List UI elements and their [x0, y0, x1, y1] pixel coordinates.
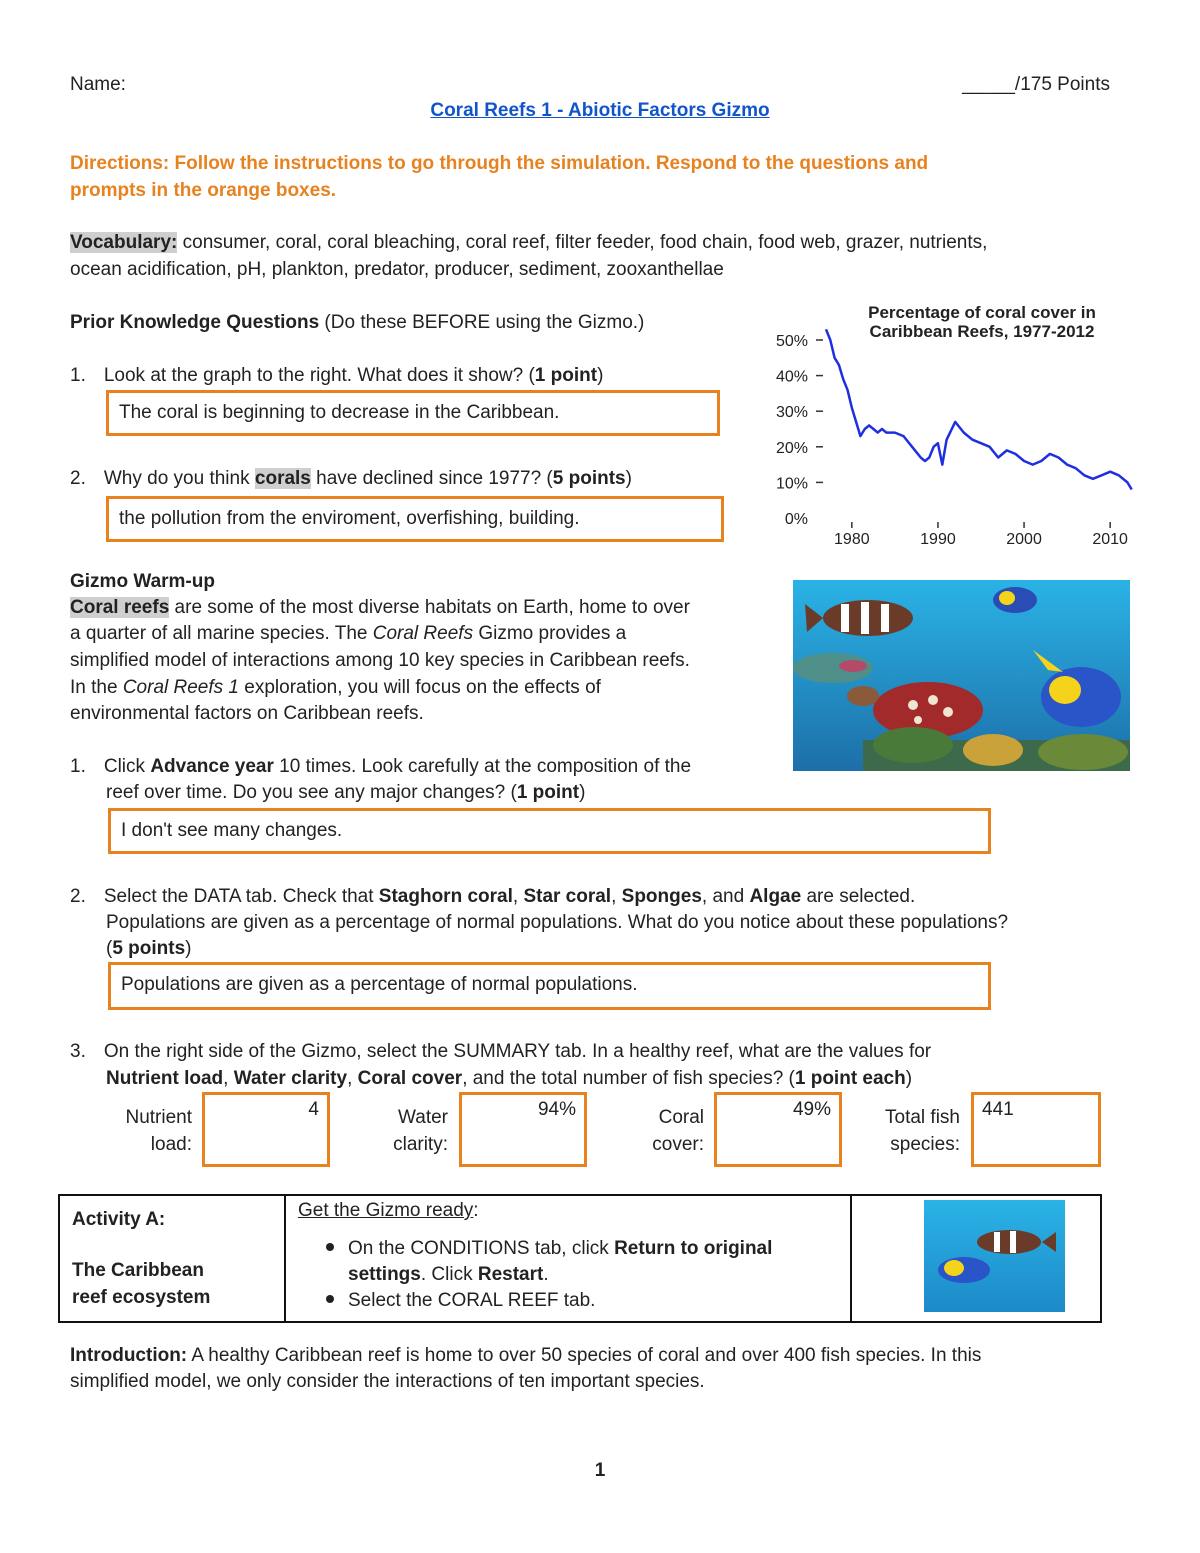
prior-q2: [70, 466, 632, 492]
prior-q1-answer[interactable]: The coral is beginning to decrease in the Caribbean.: [106, 390, 720, 436]
warmup-q2-answer[interactable]: Populations are given as a percentage of normal populations.: [108, 962, 991, 1010]
warmup-q1-answer[interactable]: I don't see many changes.: [108, 808, 991, 854]
activity-table: [58, 1194, 1102, 1323]
bullet-bold: Restart: [477, 1264, 544, 1285]
warmup-text: Gizmo provides a: [473, 623, 627, 644]
q-text: Select the DATA tab. Check that: [103, 886, 379, 907]
intro-line-1: [70, 1343, 981, 1369]
q-text: have declined since 1977? (: [310, 468, 553, 489]
vocabulary-terms: consumer, coral, coral bleaching, coral reef, filter feeder, food chain, food web, grazer, nutrients,: [177, 232, 988, 253]
label-line: Water: [398, 1107, 448, 1128]
coral-cover-label: [620, 1104, 704, 1158]
warmup-heading: Gizmo Warm-up: [70, 571, 215, 592]
reef-fish-illustration: [793, 580, 1130, 771]
q-bold: Staghorn coral: [378, 886, 513, 907]
q-bold: Star coral: [523, 886, 612, 907]
chart-title: Percentage of coral cover in: [868, 303, 1096, 322]
warmup-italic: Coral Reefs 1: [122, 677, 239, 698]
q-text: ,: [223, 1068, 234, 1089]
gizmo-ready-label: Get the Gizmo ready: [298, 1200, 474, 1221]
q-text: ,: [347, 1068, 358, 1089]
total-fish-field[interactable]: [971, 1092, 1101, 1167]
bullet-bold: settings: [348, 1264, 421, 1285]
warmup-q3-line-2: [106, 1066, 912, 1092]
bullet-item: [298, 1288, 838, 1314]
bullet-bold: Return to original: [614, 1238, 773, 1259]
q-close: ): [905, 1068, 913, 1089]
q-text: On the right side of the Gizmo, select the SUMMARY tab. In a healthy reef, what are the values for: [103, 1041, 932, 1062]
vocabulary-label: Vocabulary:: [70, 232, 178, 253]
bullet-text: . Click: [420, 1264, 478, 1285]
warmup-p3: simplified model of interactions among 10 key species in Caribbean reefs.: [70, 650, 690, 671]
activity-title: Activity A:: [72, 1209, 166, 1230]
q-number: 2.: [70, 886, 86, 907]
water-clarity-field[interactable]: [459, 1092, 587, 1167]
q-close: ): [597, 365, 604, 386]
field-value: 441: [982, 1099, 1014, 1120]
y-tick-label: 0%: [784, 511, 808, 528]
page-number: 1: [594, 1460, 606, 1481]
q-text: reef over time. Do you see any major changes? (: [106, 782, 517, 803]
activity-fish-image: [924, 1200, 1065, 1312]
warmup-text: In the: [70, 677, 123, 698]
bullet-text: Select the CORAL REEF tab.: [348, 1290, 596, 1311]
bullet-text: On the CONDITIONS tab, click: [348, 1238, 615, 1259]
label-line: Coral: [658, 1107, 704, 1128]
directions-line-2: prompts in the orange boxes.: [70, 180, 337, 201]
angelfish-icon: [938, 1257, 990, 1283]
chart-subtitle: Caribbean Reefs, 1977-2012: [869, 322, 1095, 341]
intro-text: A healthy Caribbean reef is home to over 50 species of coral and over 400 fish species. In this: [187, 1345, 982, 1366]
warmup-p2: [70, 621, 626, 647]
bullet-icon: [326, 1243, 334, 1251]
coral-cover-series-line: [826, 329, 1132, 489]
bullet-icon: [326, 1295, 334, 1303]
prior-q1: [70, 363, 603, 389]
page-title[interactable]: Coral Reefs 1 - Abiotic Factors Gizmo: [430, 100, 770, 121]
parrotfish-icon: [793, 653, 873, 683]
y-tick-label: 10%: [775, 475, 808, 493]
q-text: ,: [611, 886, 622, 907]
label-line: Nutrient: [125, 1107, 192, 1128]
warmup-p1: [70, 595, 690, 621]
label-line: load:: [150, 1134, 192, 1155]
q-bold: Algae: [749, 886, 802, 907]
water-clarity-label: [360, 1104, 448, 1158]
activity-image-cell: [851, 1195, 1101, 1322]
y-tick-label: 40%: [775, 368, 808, 386]
vocabulary-line-2: ocean acidification, pH, plankton, predator, producer, sediment, zooxanthellae: [70, 259, 724, 280]
nutrient-load-field[interactable]: [202, 1092, 330, 1167]
q-bold: Coral cover: [357, 1068, 463, 1089]
gizmo-ready-line: [298, 1198, 838, 1224]
field-value: 49%: [792, 1099, 831, 1120]
warmup-q2-line-2: Populations are given as a percentage of normal populations. What do you notice about these populations?: [106, 912, 1009, 933]
activity-subtitle: reef ecosystem: [72, 1287, 211, 1308]
intro-label: Introduction:: [70, 1345, 188, 1366]
q-bold: Sponges: [621, 886, 702, 907]
q-close: ): [185, 938, 192, 959]
prior-q2-answer[interactable]: the pollution from the enviroment, overfishing, building.: [106, 496, 724, 542]
q-bold: Nutrient load: [106, 1068, 224, 1089]
activity-subtitle: The Caribbean: [72, 1260, 204, 1281]
total-fish-label: [860, 1104, 960, 1158]
intro-line-2: simplified model, we only consider the interactions of ten important species.: [70, 1371, 705, 1392]
q-text: (: [106, 938, 113, 959]
q-text: Click: [103, 756, 151, 777]
warmup-term: Coral reefs: [70, 597, 170, 618]
warmup-p4: [70, 675, 601, 701]
q-text: Why do you think: [103, 468, 255, 489]
q-points: 1 point: [534, 365, 598, 386]
q-text: 10 times. Look carefully at the composition of the: [273, 756, 692, 777]
q-number: 2.: [70, 468, 86, 489]
label-line: clarity:: [393, 1134, 448, 1155]
y-tick-label: 50%: [775, 333, 808, 350]
q-bold: Water clarity: [233, 1068, 348, 1089]
warmup-text: a quarter of all marine species. The: [70, 623, 373, 644]
name-label: Name:: [70, 74, 126, 95]
q-bold: Advance year: [150, 756, 274, 777]
coral-cover-field[interactable]: [714, 1092, 842, 1167]
label-line: Total fish: [885, 1107, 960, 1128]
x-tick-label: 2010: [1092, 531, 1128, 548]
q-text: ,: [512, 886, 524, 907]
vocabulary-line-1: [70, 230, 987, 256]
bullet-text: .: [543, 1264, 549, 1285]
prior-heading-bold: Prior Knowledge Questions: [70, 312, 320, 333]
field-value: 4: [308, 1099, 319, 1120]
nutrient-load-label: [100, 1104, 192, 1158]
q-number: 1.: [70, 365, 86, 386]
q-text: , and the total number of fish species? (: [462, 1068, 795, 1089]
activity-instructions-cell: [285, 1195, 851, 1322]
q-points: 5 points: [552, 468, 626, 489]
activity-title-cell: [59, 1195, 285, 1322]
points-total: _____/175 Points: [962, 74, 1110, 95]
prior-heading: [70, 310, 644, 336]
warmup-q2-line-3: [106, 936, 192, 962]
warmup-q1-line-1: [70, 754, 691, 780]
y-tick-label: 20%: [775, 439, 808, 457]
q-number: 1.: [70, 756, 86, 777]
label-line: cover:: [652, 1134, 704, 1155]
warmup-italic: Coral Reefs: [372, 623, 474, 644]
x-tick-label: 1980: [834, 531, 870, 548]
q-points: 1 point: [516, 782, 580, 803]
q-text: , and: [701, 886, 750, 907]
warmup-q3-line-1: [70, 1039, 931, 1065]
bullet-continuation: [298, 1262, 838, 1288]
label-line: species:: [890, 1134, 960, 1155]
q-number: 3.: [70, 1041, 86, 1062]
coral-cover-chart: [760, 296, 1145, 552]
q-points: 5 points: [112, 938, 186, 959]
warmup-q2-line-1: [70, 884, 915, 910]
q-close: ): [625, 468, 632, 489]
field-value: 94%: [537, 1099, 576, 1120]
x-tick-label: 2000: [1006, 531, 1042, 548]
q-close: ): [579, 782, 586, 803]
warmup-q1-line-2: [106, 780, 585, 806]
x-tick-label: 1990: [920, 531, 956, 548]
prior-heading-rest: (Do these BEFORE using the Gizmo.): [319, 312, 645, 333]
q-text: are selected.: [801, 886, 916, 907]
warmup-text: are some of the most diverse habitats on Earth, home to over: [169, 597, 690, 618]
warmup-p5: environmental factors on Caribbean reefs.: [70, 703, 424, 724]
q-highlight: corals: [254, 468, 311, 489]
directions-line-1: Directions: Follow the instructions to go through the simulation. Respond to the questions and: [70, 153, 929, 174]
colon: :: [473, 1200, 479, 1221]
q-text: Look at the graph to the right. What does it show? (: [103, 365, 535, 386]
warmup-text: exploration, you will focus on the effects of: [239, 677, 601, 698]
bullet-item: [298, 1236, 838, 1262]
y-tick-label: 30%: [775, 404, 808, 422]
q-points: 1 point each: [794, 1068, 906, 1089]
